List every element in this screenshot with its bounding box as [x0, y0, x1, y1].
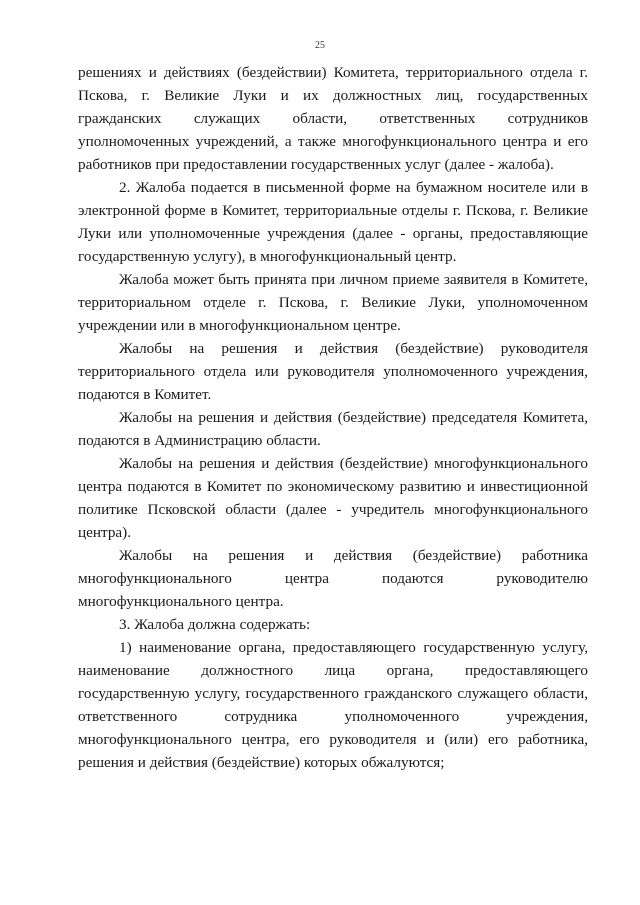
page-number: 25 — [315, 40, 325, 51]
paragraph-complaints-mfc: Жалобы на решения и действия (бездействие) многофункционального центра подаются в Комитет по экономическому развитию и инвестиционной политике Псковской области (далее - учредитель многофункционального центра). — [78, 455, 588, 541]
paragraph-personal-reception: Жалоба может быть принята при личном приеме заявителя в Комитете, территориальном отделе г. Пскова, г. Великие Луки, уполномоченном учреждении или в многофункциональном центре. — [78, 271, 588, 334]
document-body — [78, 61, 588, 774]
paragraph-complaints-mfc-employee: Жалобы на решения и действия (бездействие) работника многофункционального центра подаются руководителю многофункционального центра. — [78, 547, 588, 610]
paragraph-continuation: решениях и действиях (бездействии) Комитета, территориального отдела г. Пскова, г. Великие Луки и их должностных лиц, государственных гражданских служащих области, ответственных сотрудников уполномоченных учреждений, а также многофункционального центра и его работников при предоставлении государственных услуг (далее - жалоба). — [78, 64, 588, 173]
paragraph-subitem-1: 1) наименование органа, предоставляющего государственную услугу, наименование должностного лица органа, предоставляющего государственную услугу, государственного гражданского служащего области, ответственного сотрудника уполномоченного учреждения, многофункционального центра, его руководителя и (или) его работника, решения и действия (бездействие) которых обжалуются; — [78, 639, 588, 771]
paragraph-item-2: 2. Жалоба подается в письменной форме на бумажном носителе или в электронной форме в Комитет, территориальные отделы г. Пскова, г. Великие Луки или уполномоченные учреждения (далее - органы, предоставляющие государственную услугу), в многофункциональный центр. — [78, 179, 588, 265]
paragraph-complaints-department-head: Жалобы на решения и действия (бездействие) руководителя территориального отдела или руководителя уполномоченного учреждения, подаются в Комитет. — [78, 340, 588, 403]
paragraph-item-3: 3. Жалоба должна содержать: — [119, 616, 311, 633]
paragraph-complaints-committee-chair: Жалобы на решения и действия (бездействие) председателя Комитета, подаются в Администрацию области. — [78, 409, 588, 449]
